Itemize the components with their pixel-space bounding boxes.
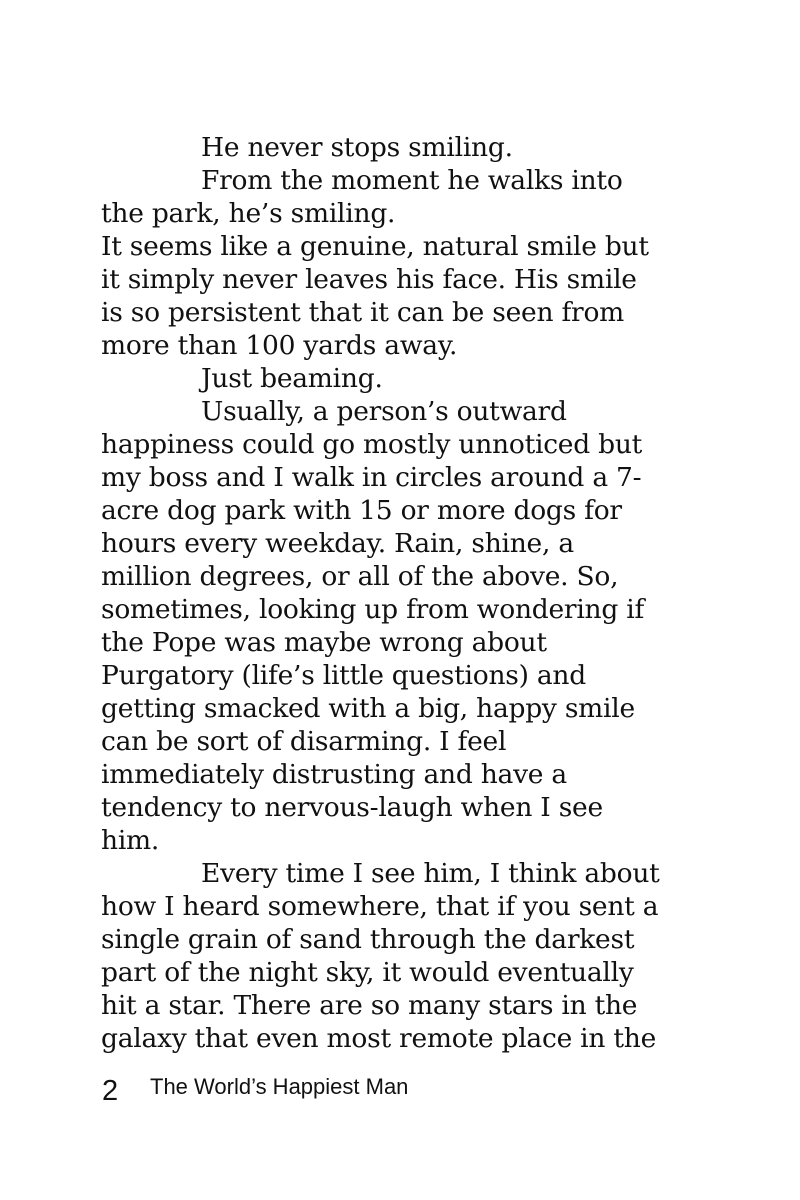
text-line: sometimes, looking up from wondering if	[101, 594, 645, 625]
text-line: more than 100 yards away.	[101, 330, 458, 361]
text-line: it simply never leaves his face. His smile	[101, 264, 637, 295]
text-line: getting smacked with a big, happy smile	[101, 693, 635, 724]
text-line: million degrees, or all of the above. So,	[101, 561, 619, 592]
text-line: hit a star. There are so many stars in the	[101, 990, 638, 1021]
text-line: can be sort of disarming. I feel	[101, 726, 507, 757]
text-line: is so persistent that it can be seen from	[101, 297, 625, 328]
text-line: my boss and I walk in circles around a 7-	[101, 462, 642, 493]
text-line: From the moment he walks into	[201, 165, 623, 196]
text-line: galaxy that even most remote place in the	[101, 1023, 657, 1054]
text-line: single grain of sand through the darkest	[101, 924, 635, 955]
text-line: the Pope was maybe wrong about	[101, 627, 547, 658]
text-line: part of the night sky, it would eventually	[101, 957, 634, 988]
page-number: 2	[102, 1075, 119, 1107]
text-line: happiness could go mostly unnoticed but	[101, 429, 643, 460]
text-line: He never stops smiling.	[201, 132, 513, 163]
text-line: acre dog park with 15 or more dogs for	[101, 495, 622, 526]
text-line: Every time I see him, I think about	[201, 858, 660, 889]
running-title: The World’s Happiest Man	[150, 1074, 409, 1099]
text-line: how I heard somewhere, that if you sent a	[101, 891, 659, 922]
text-line: It seems like a genuine, natural smile but	[101, 231, 649, 262]
text-line: the park, he’s smiling.	[101, 198, 396, 229]
text-line: Usually, a person’s outward	[201, 396, 567, 427]
text-line: Purgatory (life’s little questions) and	[101, 660, 586, 691]
text-line: tendency to nervous-laugh when I see	[101, 792, 603, 823]
text-line: immediately distrusting and have a	[101, 759, 567, 790]
body-text	[101, 131, 721, 1055]
text-line: hours every weekday. Rain, shine, a	[101, 528, 574, 559]
page-footer	[101, 1072, 721, 1112]
text-line: Just beaming.	[201, 363, 383, 394]
text-line: him.	[101, 825, 160, 856]
